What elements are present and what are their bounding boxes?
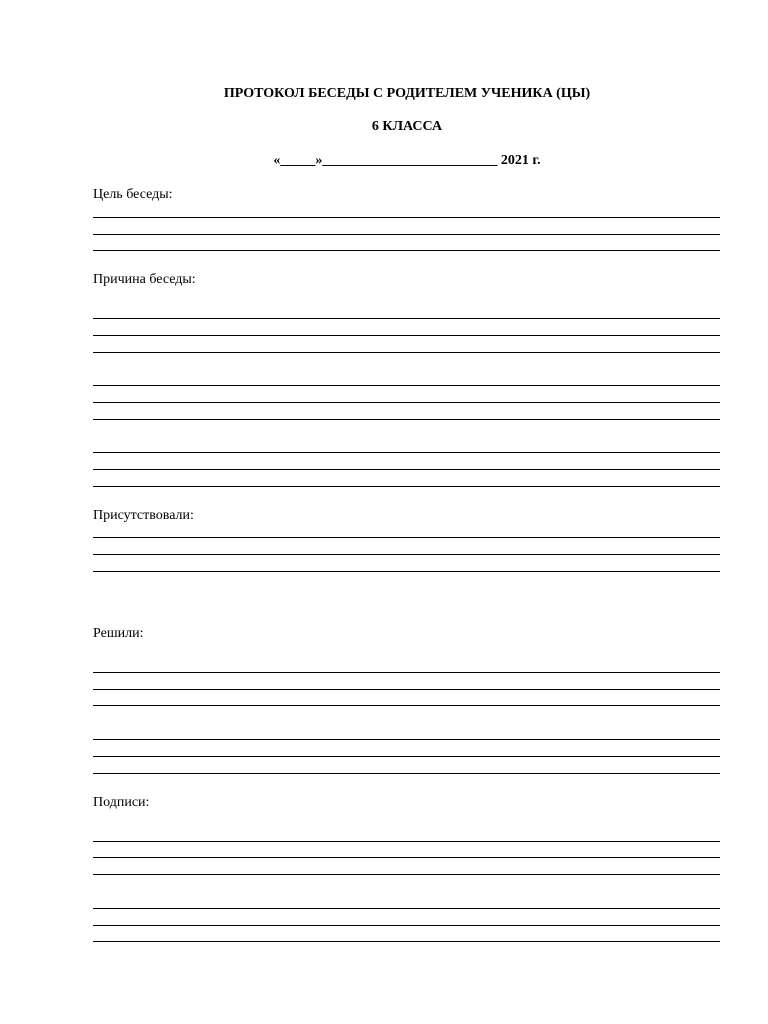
signature-line-5 — [93, 925, 720, 926]
signatures-label: Подписи: — [93, 795, 150, 810]
goal-line-1 — [93, 217, 720, 218]
reason-line-7 — [93, 452, 720, 453]
signature-line-4 — [93, 908, 720, 909]
signature-line-1 — [93, 841, 720, 842]
goal-line-3 — [93, 250, 720, 251]
reason-line-6 — [93, 419, 720, 420]
goal-label: Цель беседы: — [93, 187, 173, 202]
reason-line-3 — [93, 352, 720, 353]
decided-line-4 — [93, 739, 720, 740]
present-label: Присутствовали: — [93, 508, 194, 523]
document-title: ПРОТОКОЛ БЕСЕДЫ С РОДИТЕЛЕМ УЧЕНИКА (ЦЫ) — [223, 86, 591, 101]
decided-line-5 — [93, 756, 720, 757]
signature-line-6 — [93, 941, 720, 942]
present-line-3 — [93, 571, 720, 572]
decided-label: Решили: — [93, 626, 144, 641]
reason-line-9 — [93, 486, 720, 487]
signature-line-3 — [93, 874, 720, 875]
goal-line-2 — [93, 234, 720, 235]
class-heading: 6 КЛАССА — [371, 119, 443, 134]
reason-label: Причина беседы: — [93, 272, 196, 287]
reason-line-2 — [93, 335, 720, 336]
reason-line-4 — [93, 385, 720, 386]
reason-line-1 — [93, 318, 720, 319]
reason-line-8 — [93, 469, 720, 470]
decided-line-6 — [93, 773, 720, 774]
present-line-1 — [93, 537, 720, 538]
decided-line-3 — [93, 705, 720, 706]
signature-line-2 — [93, 857, 720, 858]
present-line-2 — [93, 554, 720, 555]
reason-line-5 — [93, 402, 720, 403]
date-line: «_____»_________________________ 2021 г. — [273, 153, 541, 168]
decided-line-2 — [93, 689, 720, 690]
decided-line-1 — [93, 672, 720, 673]
